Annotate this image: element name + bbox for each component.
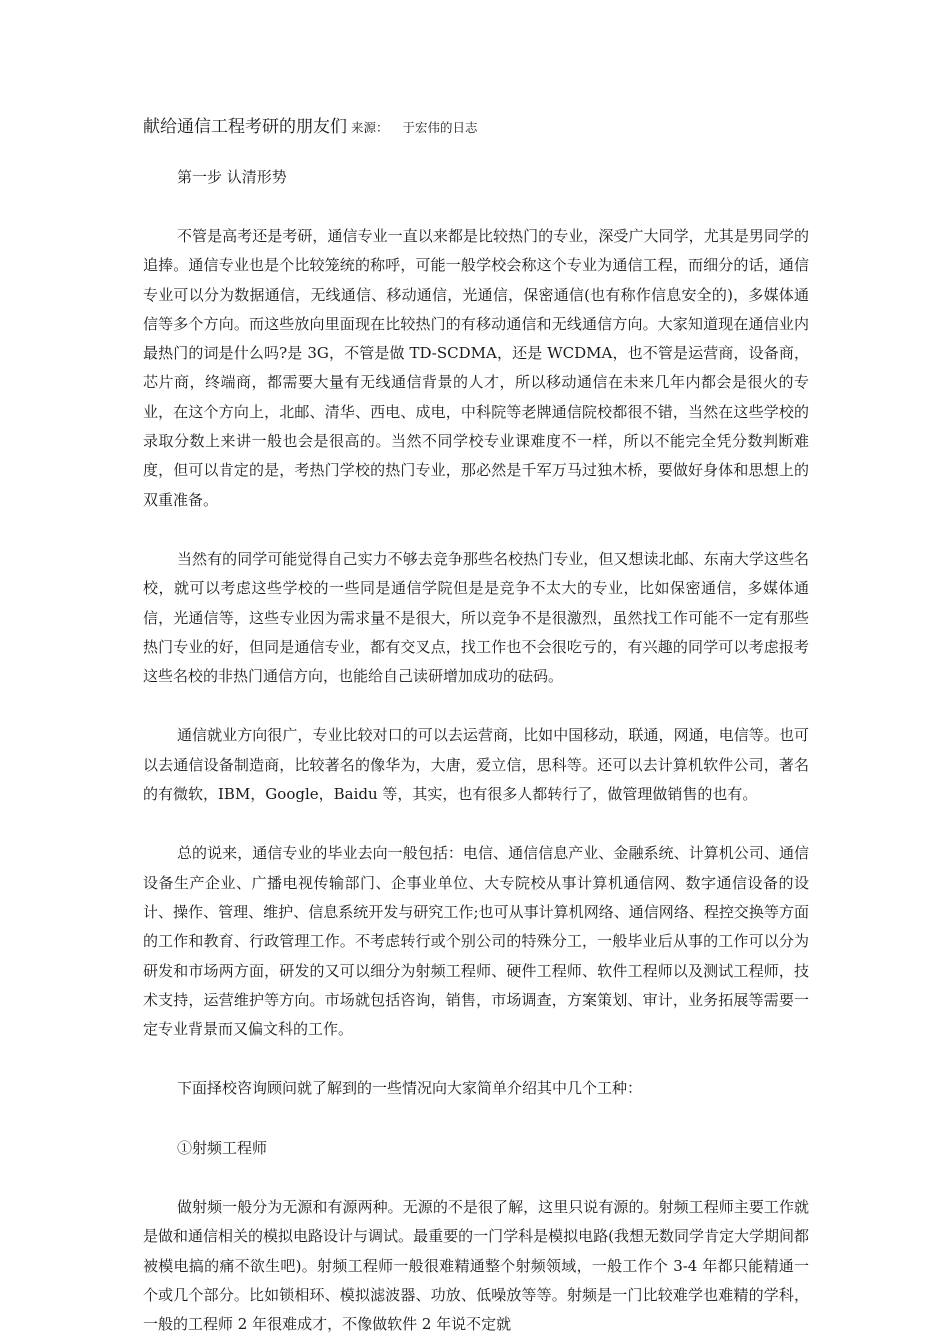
- paragraph-intro-job-types: 下面择校咨询顾问就了解到的一些情况向大家简单介绍其中几个工种：: [177, 1079, 643, 1098]
- source-author[interactable]: 于宏伟的日志: [402, 120, 478, 135]
- section-heading-step-one: 第一步 认清形势: [177, 168, 287, 186]
- source-label: 来源：: [351, 120, 389, 135]
- paragraph-alternative-majors: 当然有的同学可能觉得自己实力不够去竞争那些名校热门专业，但又想读北邮、东南大学这些名校，就可以考虑这些学校的一些同是通信学院但是是竞争不太大的专业，比如保密通信，多媒体通信，光通信等，这些专业因为需求量不是很大，所以竞争不是很激烈，虽然找工作可能不一定有那些热门专业的好，但同是通信专业，都有交叉点，找工作也不会很吃亏的，有兴趣的同学可以考虑报考这些名校的非热门通信方向，也能给自己读研增加成功的砝码。: [143, 549, 809, 686]
- paragraph-employment-directions: 通信就业方向很广，专业比较对口的可以去运营商，比如中国移动，联通，网通，电信等。也可以去通信设备制造商，比较著名的像华为，大唐，爱立信，思科等。还可以去计算机软件公司，著名的有微软，IBM，Google，Baidu 等，其实，也有很多人都转行了，做管理做销售的也有。: [143, 726, 809, 804]
- document-title-line: [143, 112, 809, 142]
- paragraph-rf-engineer: 做射频一般分为无源和有源两种。无源的不是很了解，这里只说有源的。射频工程师主要工作就是做和通信相关的模拟电路设计与调试。最重要的一门学科是模拟电路(我想无数同学肯定大学期间都被模电搞的痛不欲生吧)。射频工程师一般很难精通整个射频领域，一般工作个 3-4 年都只能精通一个或几个部分。比如锁相环、模拟滤波器、功放、低噪放等等。射频是一门比较难学也难精的学科，一般的工程师 2 年很难成才，不像做软件 2 年说不定就: [143, 1198, 809, 1334]
- paragraph-graduate-destinations: 总的说来，通信专业的毕业去向一般包括：电信、通信信息产业、金融系统、计算机公司、通信设备生产企业、广播电视传输部门、企事业单位、大专院校从事计算机通信网、数字通信设备的设计、操作、管理、维护、信息系统开发与研究工作;也可从事计算机网络、通信网络、程控交换等方面的工作和教育、行政管理工作。不考虑转行或个别公司的特殊分工，一般毕业后从事的工作可以分为研发和市场两方面，研发的又可以细分为射频工程师、硬件工程师、软件工程师以及测试工程师，技术支持，运营维护等方向。市场就包括咨询，销售，市场调查，方案策划、审计，业务拓展等需要一定专业背景而又偏文科的工作。: [143, 844, 809, 1039]
- subheading-rf-engineer: ①射频工程师: [177, 1138, 268, 1157]
- paragraph-situation: 不管是高考还是考研，通信专业一直以来都是比较热门的专业，深受广大同学，尤其是男同学的追捧。通信专业也是个比较笼统的称呼，可能一般学校会称这个专业为通信工程，而细分的话，通信专业可以分为数据通信，无线通信、移动通信，光通信，保密通信(也有称作信息安全的)，多媒体通信等多个方向。而这些放向里面现在比较热门的有移动通信和无线通信方向。大家知道现在通信业内最热门的词是什么吗?是 3G，不管是做 TD-SCDMA，还是 WCDMA，也不管是运营商，设备商，芯片商，终端商，都需要大量有无线通信背景的人才，所以移动通信在未来几年内都会是很火的专业，在这个方向上，北邮、清华、西电、成电，中科院等老牌通信院校都很不错，当然在这些学校的录取分数上来讲一般也会是很高的。当然不同学校专业课难度不一样，所以不能完全凭分数判断难度，但可以肯定的是，考热门学校的热门专业，那必然是千军万马过独木桥，要做好身体和思想上的双重准备。: [143, 227, 809, 509]
- document-title: 献给通信工程考研的朋友们: [143, 117, 347, 137]
- document-page: [143, 112, 809, 1340]
